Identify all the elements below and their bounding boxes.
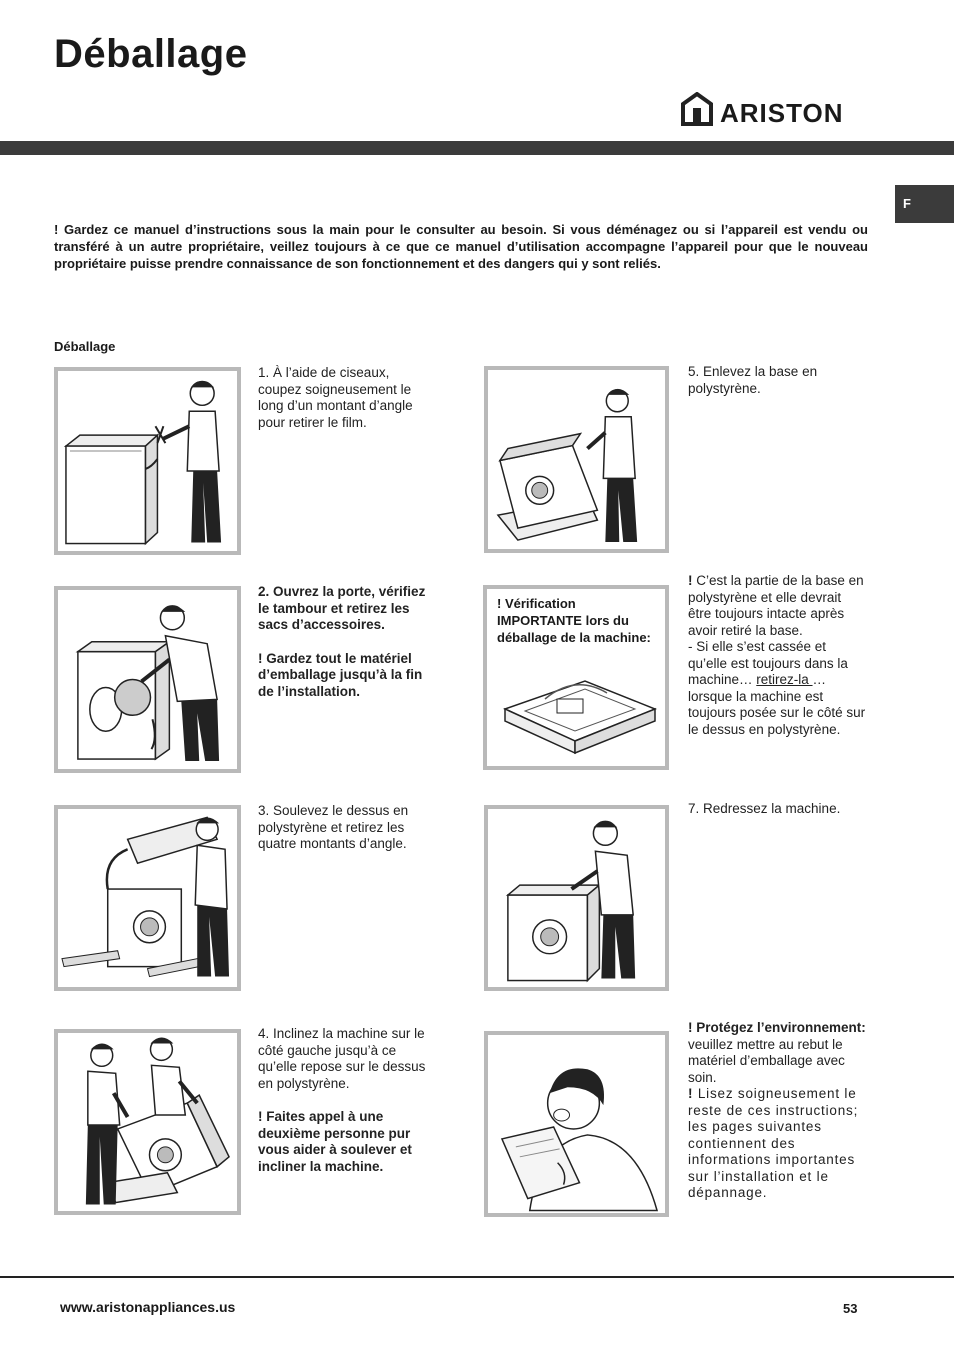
read-instructions-text: ! Lisez soigneusement le reste de ces instructions; les pages suivantes contiennent des informations importantes sur l’installation et le dépannage. [688, 1086, 859, 1200]
figure-upright-machine [484, 805, 669, 991]
section-title: Déballage [54, 339, 116, 354]
intro-warning: ! Gardez ce manuel d’instructions sous la main pour le consulter au besoin. Si vous déménagez ou si l’appareil est vendu ou transféré à un autre propriétaire, veillez toujours à ce que ce manuel d’utilisation accompagne l’appareil pour que le nouveau propriétaire puisse prendre connaissance de son fonctionnement et des dangers qui y sont reliés. [54, 222, 868, 271]
step-2-warning: ! Gardez tout le matériel d’emballage jusqu’à la fin de l’installation. [258, 650, 423, 699]
step-2-group [258, 584, 438, 700]
house-logo-icon [680, 92, 714, 126]
language-tab: F [895, 185, 954, 223]
figure-cut-film [54, 367, 241, 555]
step-7-text: 7. Redressez la machine. [688, 801, 841, 816]
brand-name: ARISTON [720, 98, 844, 128]
check-box [483, 585, 669, 770]
environment-text: veuillez mettre au rebut le matériel d’emballage avec soin. [688, 1036, 845, 1085]
polystyrene-base-figure [495, 669, 661, 759]
check-box-title: ! Vérification IMPORTANTE lors du déballage de la machine: [497, 596, 651, 645]
remove-it-link: retirez-la [756, 672, 813, 687]
environment-note [688, 1020, 868, 1202]
step-4-group [258, 1026, 438, 1175]
figure-tilt-machine [54, 1029, 241, 1215]
brand-logo [680, 90, 870, 130]
step-4-warning: ! Faites appel à une deuxième personne pur vous aider à soulever et incliner la machine. [258, 1109, 412, 1174]
page-number: 53 [843, 1301, 858, 1316]
step-3-text: 3. Soulevez le dessus en polystyrène et retirez les quatre montants d’angle. [258, 803, 409, 851]
step-5-text: 5. Enlevez la base en polystyrène. [688, 364, 818, 396]
base-note: ! C’est la partie de la base en polystyrène et elle devrait être toujours intacte après avoir retiré la base. - Si elle s’est cassée et qu’elle est toujours dans la machine… retirez-la … lorsque la machine est toujours posée sur le côté sur le dessus en polystyrène. [688, 573, 866, 737]
page-title: Déballage [54, 32, 248, 76]
step-4-text: 4. Inclinez la machine sur le côté gauche jusqu’à ce qu’elle repose sur le dessus en polystyrène. [258, 1026, 426, 1091]
environment-title: ! Protégez l’environnement: [688, 1020, 866, 1035]
footer-divider [0, 1276, 954, 1278]
step-1-text: 1. À l’aide de ciseaux, coupez soigneusement le long d’un montant d’angle pour retirer le film. [258, 365, 413, 430]
figure-open-door [54, 586, 241, 773]
step-2-text: 2. Ouvrez la porte, vérifiez le tambour et retirez les sacs d’accessoires. [258, 584, 426, 632]
header-divider [0, 141, 954, 155]
figure-reading-man [484, 1031, 669, 1217]
figure-lift-top [54, 805, 241, 991]
footer-url[interactable]: www.aristonappliances.us [60, 1299, 236, 1315]
figure-remove-base [484, 366, 669, 553]
